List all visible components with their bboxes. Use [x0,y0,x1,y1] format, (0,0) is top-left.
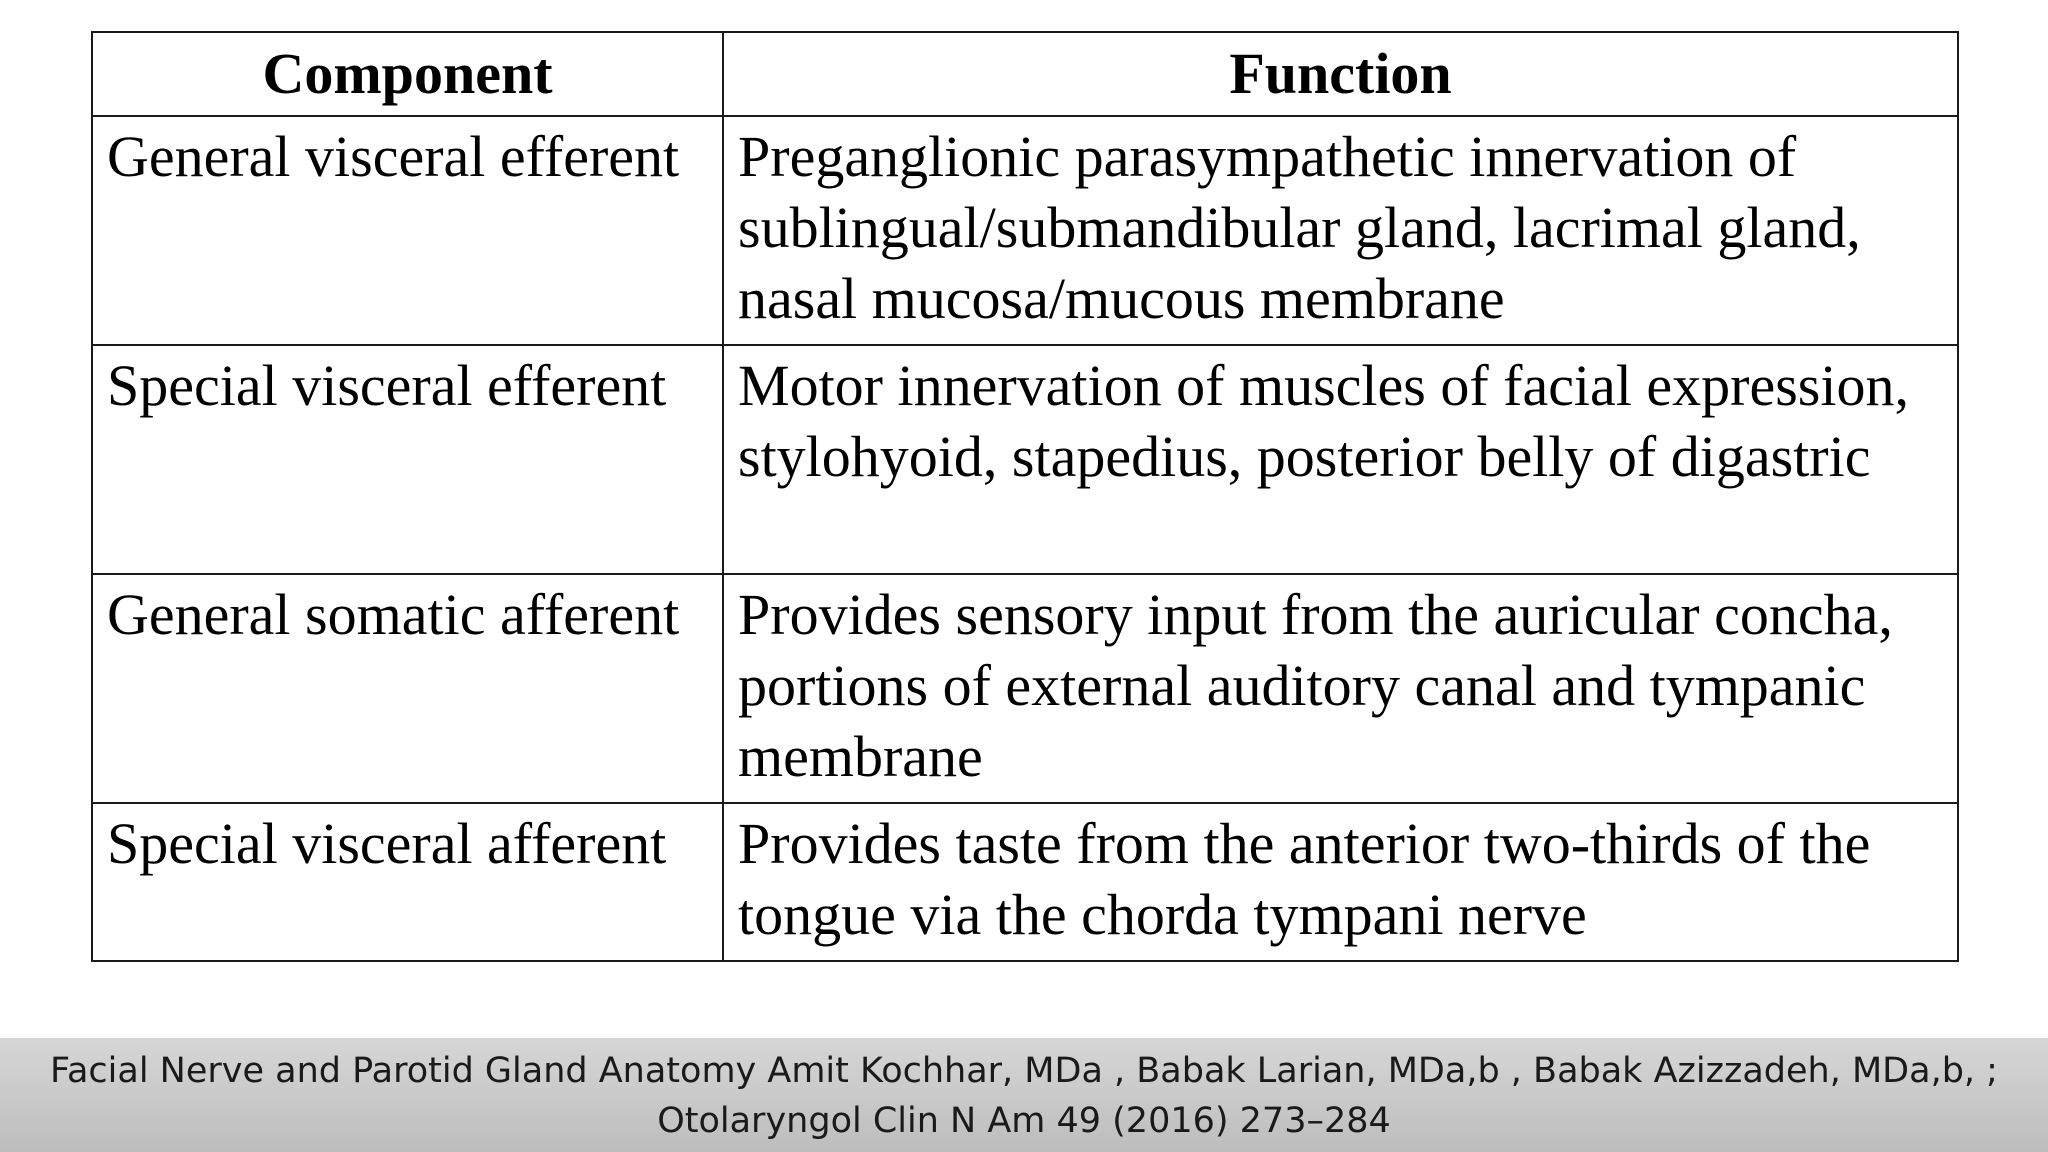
function-cell: Provides sensory input from the auricular concha, portions of external auditory canal and tympanic membrane [723,574,1958,803]
component-cell: Special visceral efferent [92,345,723,574]
function-cell: Preganglionic parasympathetic innervation of sublingual/submandibular gland, lacrimal gland, nasal mucosa/mucous membrane [723,116,1958,345]
component-cell: General visceral efferent [92,116,723,345]
citation-footer [0,1038,2048,1152]
function-cell: Motor innervation of muscles of facial expression, stylohyoid, stapedius, posterior belly of digastric [723,345,1958,574]
component-cell: Special visceral afferent [92,803,723,961]
table-row [92,574,1958,803]
citation-line-2: Otolaryngol Clin N Am 49 (2016) 273–284 [657,1101,1391,1141]
nerve-components-table [91,31,1959,962]
table-row [92,345,1958,574]
component-cell: General somatic afferent [92,574,723,803]
table-header-row [92,32,1958,116]
column-header-function: Function [723,32,1958,116]
table-row [92,116,1958,345]
table-row [92,803,1958,961]
column-header-component: Component [92,32,723,116]
function-cell: Provides taste from the anterior two-thirds of the tongue via the chorda tympani nerve [723,803,1958,961]
citation-line-1: Facial Nerve and Parotid Gland Anatomy Amit Kochhar, MDa , Babak Larian, MDa,b , Babak Azizzadeh, MDa,b, ; [50,1051,1998,1091]
